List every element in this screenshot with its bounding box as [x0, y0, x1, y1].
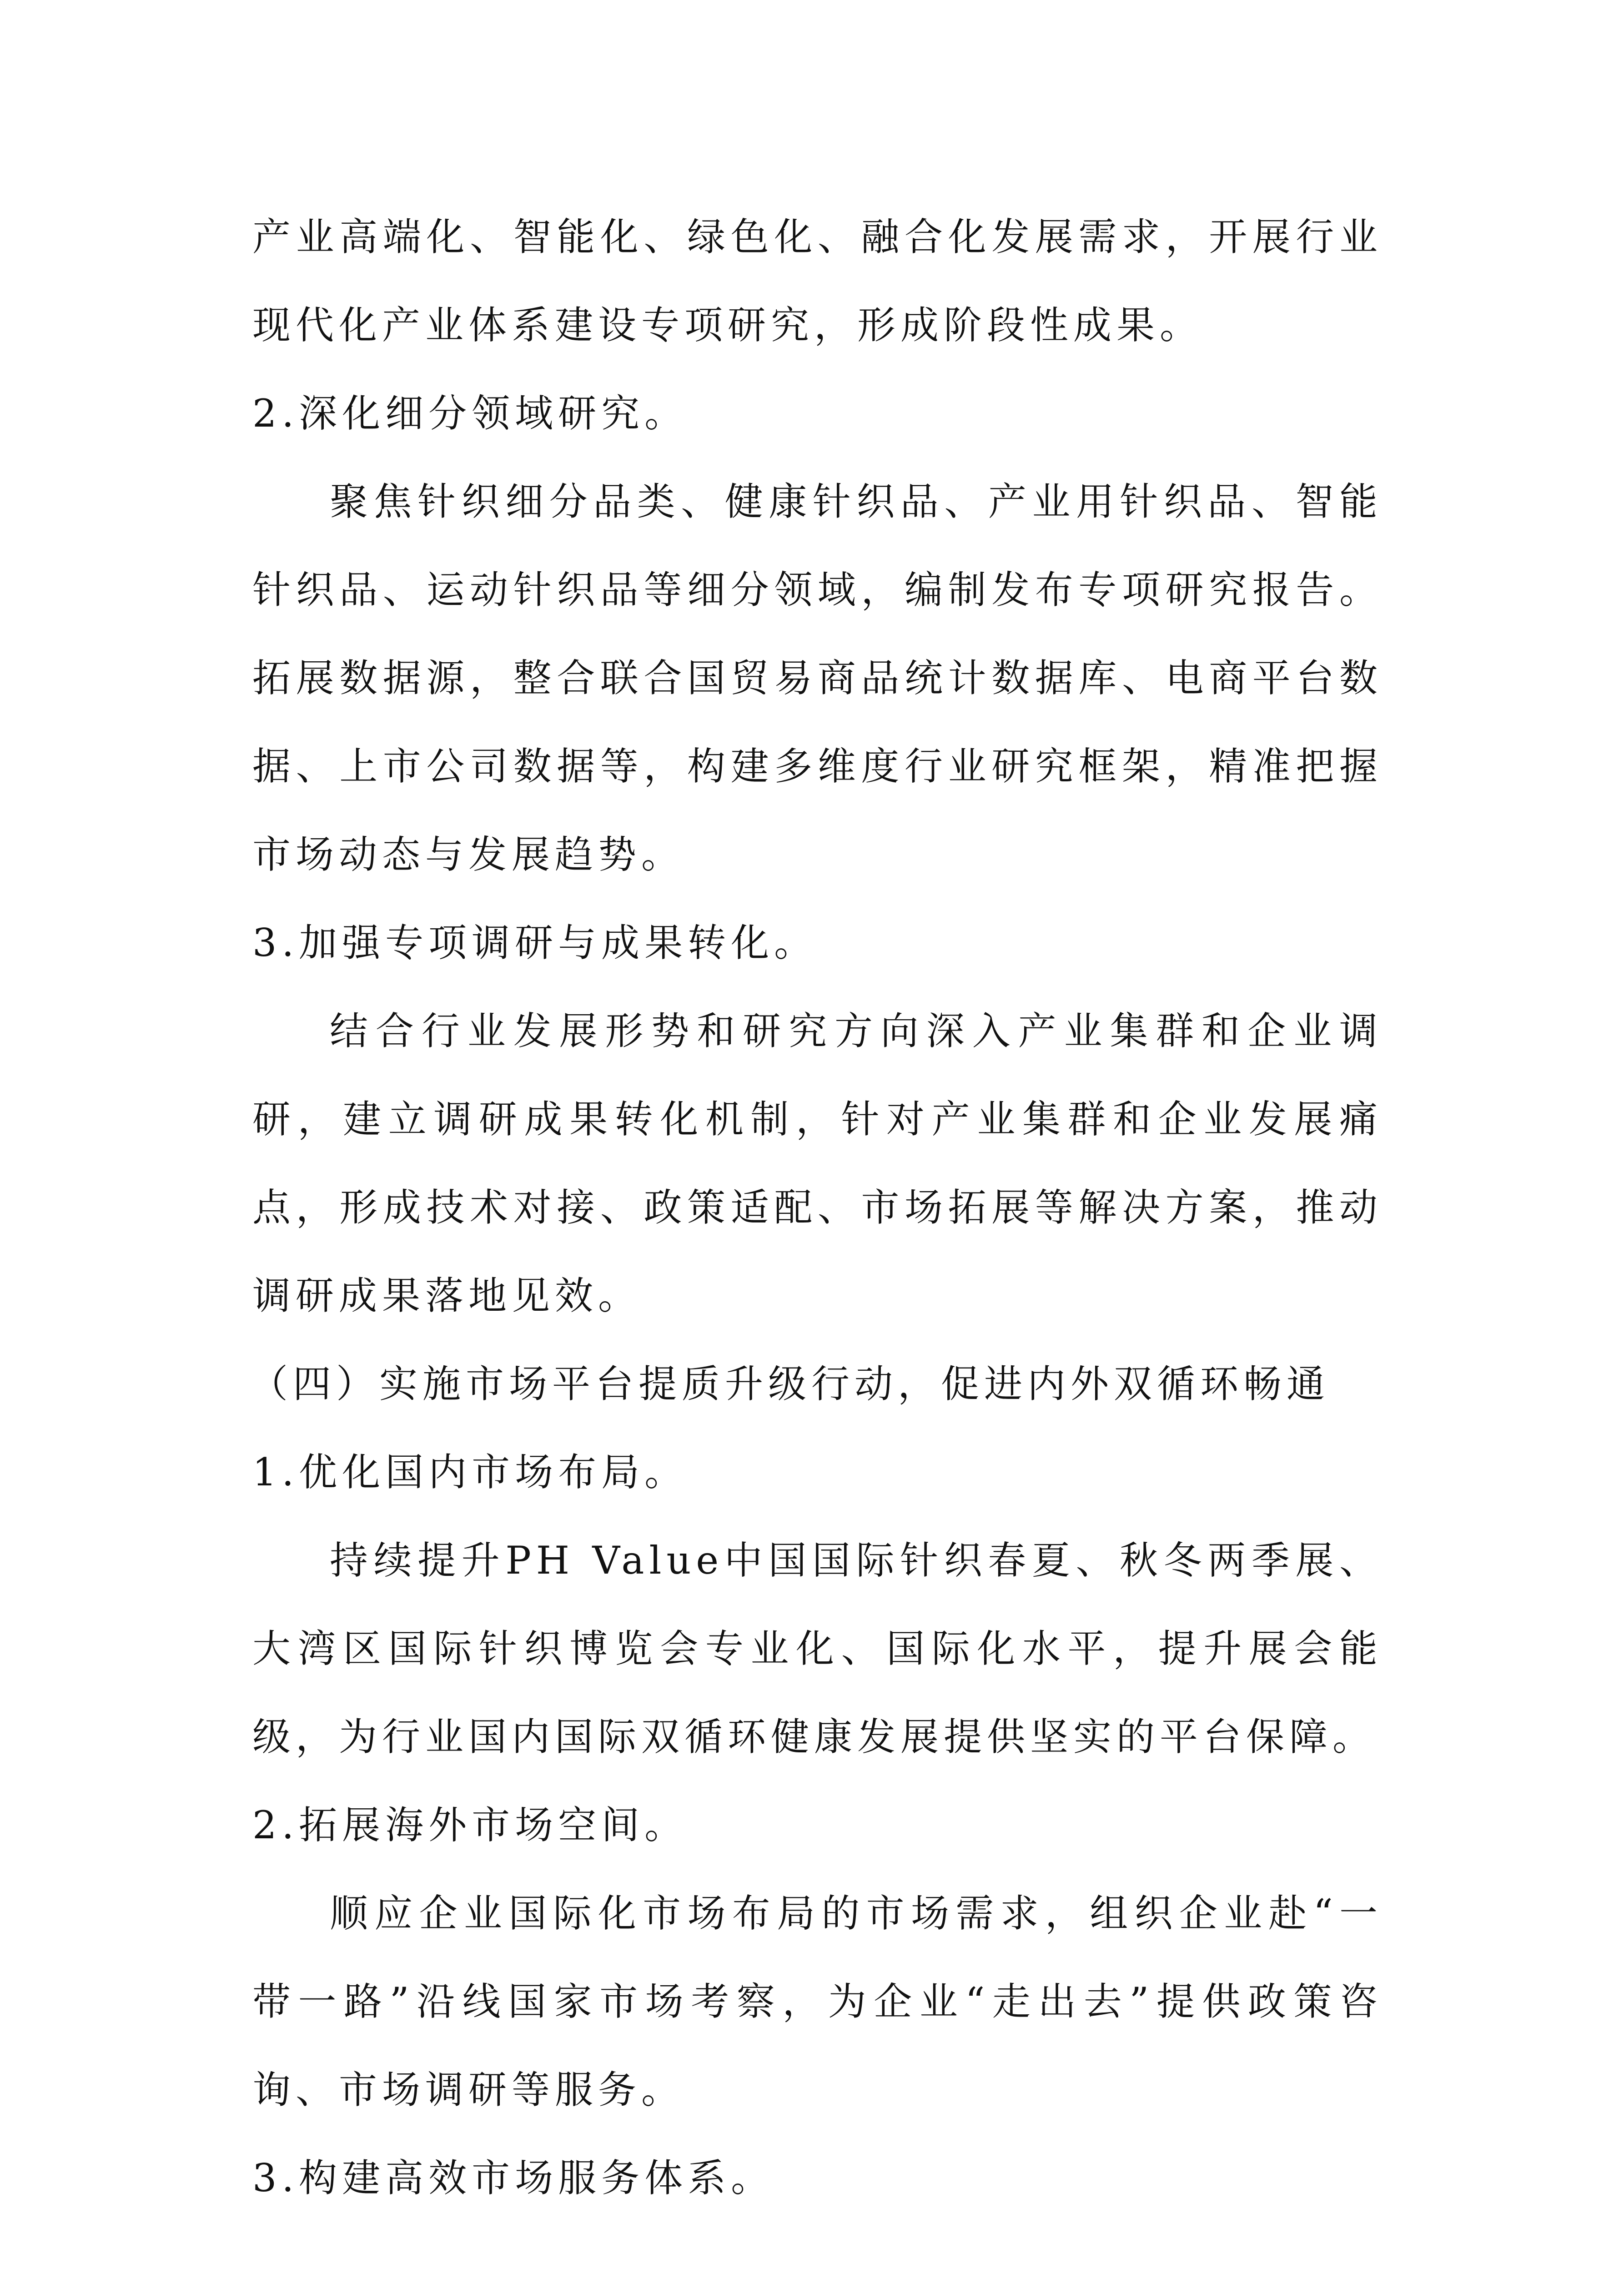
document-body: [252, 193, 1383, 2222]
heading-deepen-segment-research: 2.深化细分领域研究。: [252, 391, 688, 436]
paragraph-segment-research: 聚焦针织细分品类、健康针织品、产业用针织品、智能针织品、运动针织品等细分领域，编制发布专项研究报告。拓展数据源，整合联合国贸易商品统计数据库、电商平台数据、上市公司数据等，构建多维度行业研究框架，精准把握市场动态与发展趋势。: [252, 479, 1383, 877]
heading-overseas-market: 2.拓展海外市场空间。: [252, 1803, 688, 1847]
heading-market-service-system: 3.构建高效市场服务体系。: [252, 2156, 774, 2200]
section-heading-market-platform: （四）实施市场平台提质升级行动，促进内外双循环畅通: [250, 1362, 1330, 1406]
paragraph-special-survey: 结合行业发展形势和研究方向深入产业集群和企业调研，建立调研成果转化机制，针对产业集群和企业发展痛点，形成技术对接、政策适配、市场拓展等解决方案，推动调研成果落地见效。: [252, 1009, 1383, 1318]
paragraph-overseas-market: 顺应企业国际化市场布局的市场需求，组织企业赴“一带一路”沿线国家市场考察，为企业“走出去”提供政策咨询、市场调研等服务。: [252, 1891, 1383, 2112]
paragraph-modern-industry-system: 产业高端化、智能化、绿色化、融合化发展需求，开展行业现代化产业体系建设专项研究，形成阶段性成果。: [252, 215, 1383, 347]
heading-domestic-market: 1.优化国内市场布局。: [252, 1450, 688, 1494]
heading-special-survey: 3.加强专项调研与成果转化。: [252, 921, 818, 965]
paragraph-domestic-market: 持续提升PH Value中国国际针织春夏、秋冬两季展、大湾区国际针织博览会专业化、国际化水平，提升展会能级，为行业国内国际双循环健康发展提供坚实的平台保障。: [252, 1538, 1383, 1759]
